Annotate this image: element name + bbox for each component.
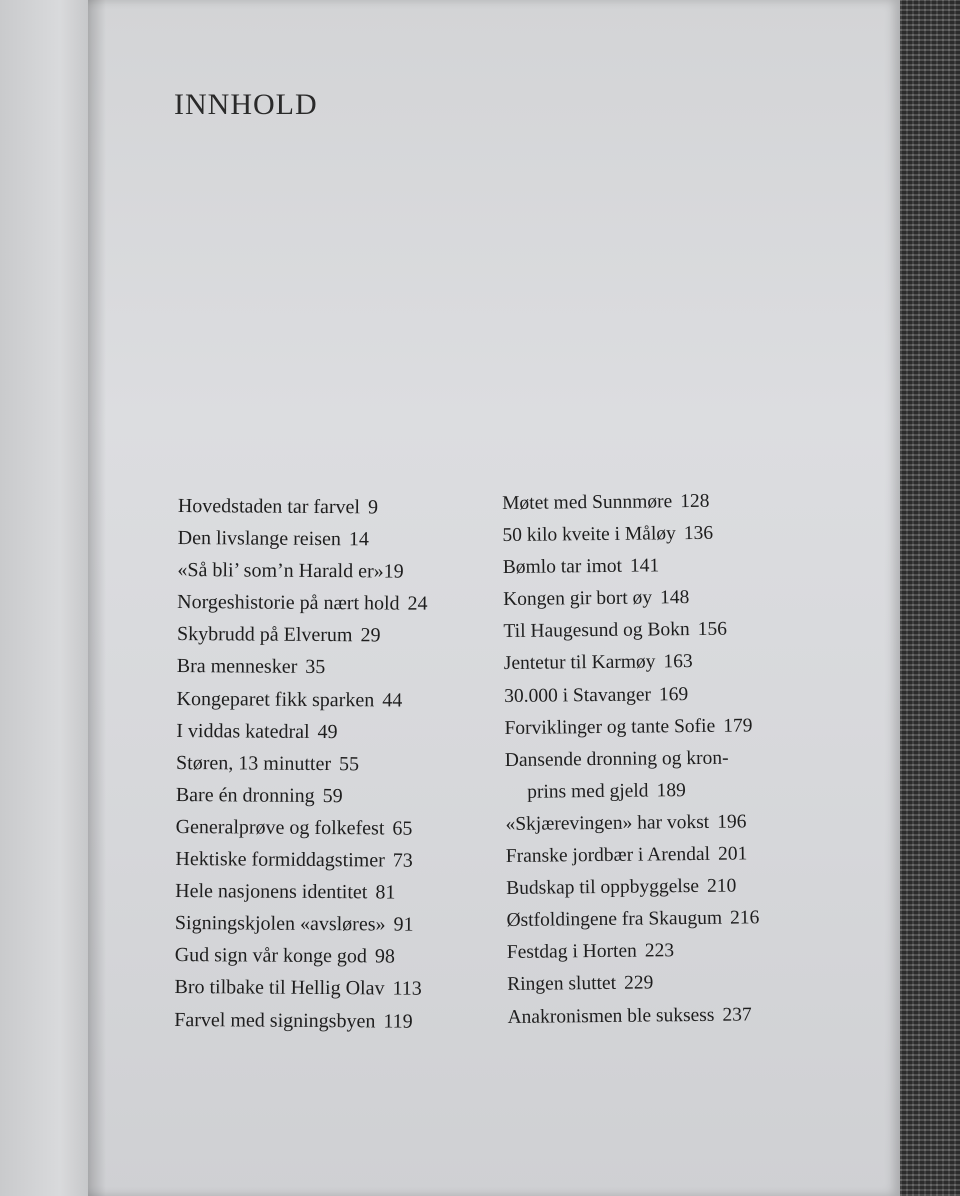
toc-entry: [504, 678, 757, 713]
toc-entry-title: Hele nasjonens identitet: [175, 880, 368, 904]
toc-entry-page: 24: [407, 592, 428, 616]
toc-entry-title: Gud sign vår konge god: [174, 944, 368, 968]
toc-entry-page: 210: [706, 875, 737, 897]
toc-entry: [506, 903, 759, 938]
toc-entry-page: 9: [367, 496, 379, 519]
toc-entry-title: Kongeparet fikk sparken: [176, 687, 375, 711]
toc-entry: [504, 646, 757, 681]
toc-entry: [502, 517, 755, 552]
toc-entry-title: 30.000 i Stavanger: [504, 684, 652, 707]
toc-entry-title: Kongen gir bort øy: [503, 587, 653, 611]
toc-entry: [505, 742, 758, 777]
toc-entry-page: 113: [392, 977, 422, 1001]
toc-entry-title: Bra mennesker: [176, 655, 298, 679]
toc-entry: [177, 650, 428, 684]
toc-entry: [506, 870, 759, 905]
toc-right-column: [502, 485, 760, 1033]
toc-entry-title: Østfoldingene fra Skaugum: [506, 907, 723, 932]
toc-entry: [507, 999, 760, 1034]
toc-entry-title: Dansende dronning og kron-: [504, 747, 729, 771]
toc-entry: [503, 550, 756, 585]
toc-entry-page: 98: [374, 945, 396, 968]
toc-entry: [175, 875, 426, 909]
left-page: [0, 0, 100, 1196]
toc-entry: [503, 614, 756, 649]
toc-entry: [174, 1003, 425, 1037]
toc-entry-title: I viddas katedral: [176, 719, 310, 743]
toc-entry: [176, 715, 427, 749]
toc-entry-title: Bare én dronning: [175, 783, 315, 807]
toc-entry-title: Generalprøve og folkefest: [175, 815, 385, 840]
toc-entry: [176, 747, 427, 781]
toc-entry-title: Til Haugesund og Bokn: [503, 619, 690, 643]
toc-entry-title: Norgeshistorie på nært hold: [177, 591, 400, 615]
toc-entry: [177, 586, 428, 620]
toc-entry-page: 156: [697, 619, 728, 641]
toc-entry-title: «Skjærevingen» har vokst: [505, 811, 710, 835]
toc-entry-title: Den livslange reisen: [177, 527, 342, 551]
toc-entry-page: 59: [322, 784, 343, 808]
toc-entry-page: 91: [393, 913, 414, 936]
toc-entry-page: 216: [729, 907, 760, 929]
toc-entry-page: 35: [305, 656, 326, 679]
toc-entry: [176, 779, 427, 813]
toc-entry-title: Hektiske formiddagstimer: [175, 848, 385, 872]
toc-entry-title: Bro tilbake til Hellig Olav: [174, 976, 385, 1000]
book-gutter: [88, 0, 106, 1196]
toc-entry-title: Ringen sluttet: [507, 973, 617, 996]
toc-entry-page: 141: [629, 555, 660, 577]
toc-entry: [505, 806, 758, 841]
toc-entry-page: 237: [722, 1003, 752, 1026]
toc-entry-page: 29: [360, 624, 381, 647]
toc-entry-page: 65: [392, 817, 413, 840]
toc-entry-title: Anakronismen ble suksess: [507, 1004, 715, 1028]
toc-entry-title: Støren, 13 minutter: [176, 751, 332, 775]
toc-entry-title: Møtet med Sunnmøre: [502, 491, 673, 514]
toc-entry-page: 201: [717, 843, 748, 865]
toc-entry: [174, 971, 425, 1005]
toc-entry-title: Budskap til oppbyggelse: [506, 876, 700, 900]
toc-entry: [175, 843, 426, 877]
toc-entry-title: Skybrudd på Elverum: [176, 623, 353, 647]
toc-entry-page: 229: [623, 972, 654, 995]
toc-entry: [176, 811, 427, 845]
toc-left-column: [174, 490, 428, 1037]
toc-entry-page: 196: [717, 811, 747, 833]
toc-entry-title: Signingskjolen «avsløres»: [174, 912, 386, 936]
toc-entry-title: Festdag i Horten: [506, 940, 637, 964]
toc-entry: [175, 907, 426, 941]
toc-entry: [507, 935, 760, 970]
toc-entry-page: 128: [680, 490, 710, 513]
toc-entry-page: 223: [644, 940, 675, 962]
toc-entry: [178, 522, 429, 556]
toc-entry: [504, 710, 757, 745]
toc-entry-page: 49: [317, 720, 338, 743]
toc-entry-title: Forviklinger og tante Sofie: [504, 715, 716, 739]
toc-entry-page: 81: [375, 881, 396, 904]
toc-entry: [178, 490, 429, 524]
toc-entry: [503, 582, 756, 617]
toc-entry: [507, 967, 760, 1002]
toc-entry-page: 148: [659, 587, 690, 609]
toc-entry-page: 189: [656, 779, 686, 802]
toc-entry-page: 55: [338, 752, 360, 776]
toc-entry-title: Jentetur til Karmøy: [503, 651, 656, 675]
toc-entry: [177, 554, 428, 588]
toc-entry-page: 169: [658, 683, 689, 705]
toc-entry-title: Franske jordbær i Arendal: [505, 843, 711, 868]
toc-entry-page: 179: [723, 715, 753, 737]
toc-entry-page: 136: [683, 522, 714, 545]
page-heading: INNHOLD: [174, 88, 318, 121]
toc-entry-page: 19: [383, 560, 404, 583]
toc-entry: [176, 683, 427, 717]
toc-entry-title: prins med gjeld: [527, 780, 649, 803]
toc-entry-page: 44: [382, 688, 403, 712]
toc-entry: [505, 774, 758, 809]
toc-entry: [175, 939, 426, 973]
toc-entry-title: Farvel med signingsbyen: [174, 1008, 376, 1032]
toc-entry: [177, 618, 428, 652]
toc-entry-page: 73: [392, 849, 413, 872]
toc-entry-title: «Så bli’ som’n Harald er»: [177, 559, 384, 583]
toc-entry-title: Bømlo tar imot: [502, 555, 623, 579]
toc-entry: [506, 838, 759, 873]
toc-entry: [502, 485, 755, 520]
toc-entry-page: 14: [348, 528, 370, 551]
toc-entry-page: 119: [383, 1009, 413, 1033]
toc-entry-title: Hovedstaden tar farvel: [177, 494, 361, 519]
toc-entry-title: 50 kilo kveite i Måløy: [502, 523, 676, 547]
toc-entry-page: 163: [663, 651, 693, 673]
